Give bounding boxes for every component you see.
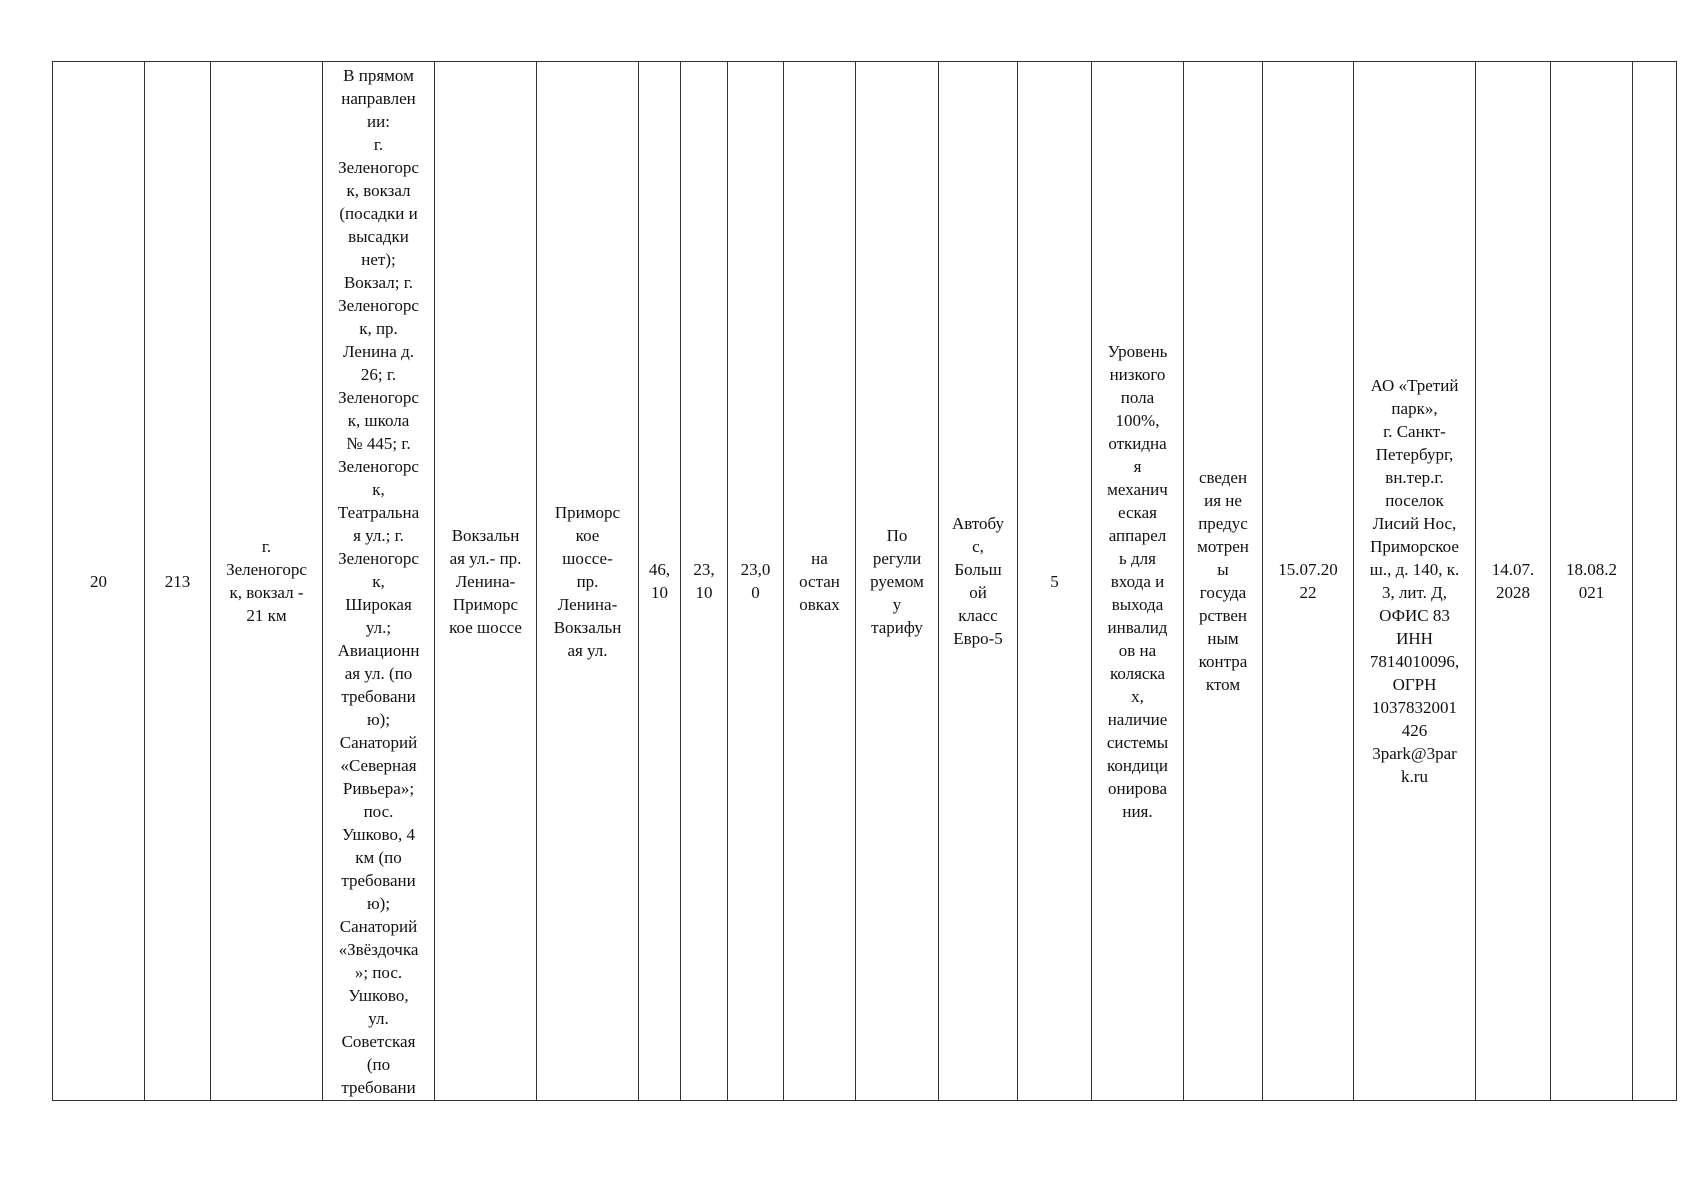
vehicle-count: 5 [1050,571,1059,591]
route-name-cell [211,62,323,1101]
vehicle-count-cell [1018,62,1092,1101]
tariff-type: По регули руемом у тарифу [870,525,924,637]
tariff-type-cell [856,62,939,1101]
extra-cell [1633,62,1677,1101]
carrier-cell [1354,62,1476,1101]
vehicle-characteristics: Уровень низкого пола 100%, откидна я механич еская аппарел ь для входа и выхода инвалид ов на коляска х, наличие системы кондици онирова ния. [1106,341,1169,821]
registration-date: 18.08.2 021 [1566,560,1617,602]
length-backward: 23,0 0 [740,560,771,602]
streets-backward-cell [537,62,639,1101]
stops-cell [323,62,435,1101]
table-row [53,62,1677,1101]
carrier-info: АО «Третий парк», г. Санкт- Петербург, вн.тер.г. поселок Лисий Нос, Приморское ш., д. 140, к. 3, лит. Д, ОФИС 83 ИНН 7814010096, ОГРН 1037832001 426 3park@3par k.ru [1369,376,1460,786]
start-date: 15.07.20 22 [1278,560,1338,602]
vehicle-cell [939,62,1018,1101]
length-total-cell [639,62,681,1101]
length-forward: 23, 10 [693,560,715,602]
length-forward-cell [681,62,728,1101]
row-number-cell [53,62,145,1101]
route-name: г. Зеленогорс к, вокзал - 21 км [226,537,307,625]
route-number-cell [145,62,211,1101]
boarding-order: на остан овках [799,548,840,614]
registration-date-cell [1551,62,1633,1101]
length-backward-cell [728,62,784,1101]
streets-forward-cell [435,62,537,1101]
route-number: 213 [164,571,191,591]
boarding-order-cell [784,62,856,1101]
end-date-cell [1476,62,1551,1101]
stops-list: В прямом направлен ии: г. Зеленогорс к, вокзал (посадки и высадки нет); Вокзал; г. Зеленогорс к, пр. Ленина д. 26; г. Зеленогорс к, школа № 445; г. Зеленогорс к, Театральна я ул.; г. Зеленогорс к, Широкая ул.; Авиационн ая ул. (по требовани ю); Санаторий «Северная Ривьера»; пос. Ушково, 4 км (по требовани ю); Санаторий «Звёздочка »; пос. Ушково, ул. Советская (по требовани [337,66,420,1097]
vehicle-type: Автобу с, Больш ой класс Евро-5 [951,514,1005,648]
row-number: 20 [90,571,107,591]
streets-forward: Вокзальн ая ул.- пр. Ленина- Приморс кое шоссе [449,525,522,637]
streets-backward: Приморс кое шоссе- пр. Ленина- Вокзальн ая ул. [553,502,622,660]
route-register-table [52,61,1677,1101]
length-total: 46, 10 [648,560,671,602]
start-date-cell [1263,62,1354,1101]
end-date: 14.07. 2028 [1491,560,1535,602]
vehicle-characteristics-cell [1092,62,1184,1101]
contract-info-cell [1184,62,1263,1101]
contract-info: сведен ия не предус мотрен ы госуда рствен ным контра ктом [1197,468,1249,694]
